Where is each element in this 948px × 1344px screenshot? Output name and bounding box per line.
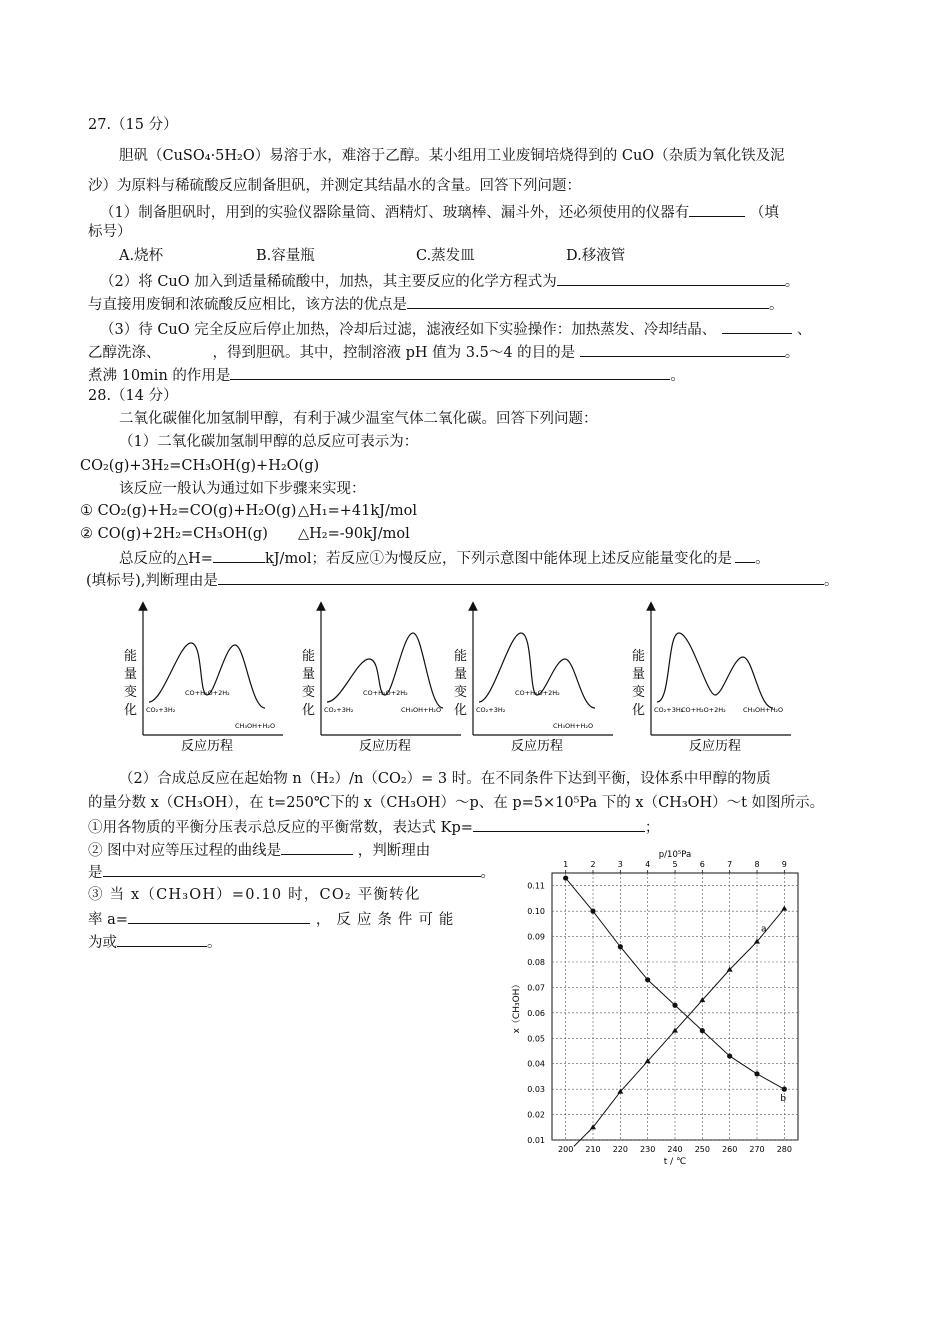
x-bottom-tick-label: 260 bbox=[722, 1145, 738, 1154]
equilibrium-chart bbox=[505, 848, 825, 1168]
series-a-line bbox=[574, 909, 787, 1147]
q27-part3-boil bbox=[88, 364, 685, 386]
y-axis-label-char: 化 bbox=[454, 703, 468, 718]
x-bottom-tick-label: 200 bbox=[558, 1145, 574, 1154]
x-top-tick-label: 1 bbox=[563, 860, 569, 869]
y-tick-label: 0.08 bbox=[527, 958, 545, 967]
series-b-point bbox=[590, 909, 595, 914]
x-bottom-tick-label: 270 bbox=[749, 1145, 765, 1154]
q27-part3-ph: ，得到胆矾。其中，控制溶液 pH 值为 3.5～4 的目的是 bbox=[212, 345, 576, 361]
option-c: C.蒸发皿 bbox=[416, 248, 475, 264]
q28-heading: 28.（14 分） bbox=[88, 388, 178, 404]
answer-blank-7[interactable] bbox=[213, 547, 265, 563]
q28-intro: 二氧化碳催化加氢制甲醇，有利于减少温室气体二氧化碳。回答下列问题： bbox=[119, 411, 598, 427]
q28-curve bbox=[88, 839, 430, 861]
y-axis-label-char: 化 bbox=[632, 703, 646, 718]
q27-part3-boil-text: 煮沸 10min 的作用是 bbox=[88, 368, 231, 384]
q27-part3-cont bbox=[88, 341, 799, 363]
y-axis-label-char: 能 bbox=[632, 649, 646, 664]
x-top-tick-label: 6 bbox=[699, 860, 705, 869]
y-tick-label: 0.04 bbox=[527, 1059, 545, 1069]
y-axis-label-char: 化 bbox=[302, 703, 316, 718]
answer-blank-13[interactable] bbox=[128, 908, 310, 924]
answer-blank-12[interactable] bbox=[103, 861, 481, 877]
x-axis-label: 反应历程 bbox=[689, 739, 742, 754]
period: 。 bbox=[769, 297, 784, 313]
x-bottom-tick-label: 250 bbox=[694, 1145, 710, 1154]
x-bottom-tick-label: 230 bbox=[640, 1145, 656, 1154]
answer-blank-4[interactable] bbox=[722, 318, 792, 334]
series-b-point bbox=[672, 1003, 677, 1008]
answer-blank-14[interactable] bbox=[117, 931, 207, 947]
y-axis-label-char: 量 bbox=[302, 667, 316, 682]
q27-part1 bbox=[100, 201, 779, 223]
energy-curve bbox=[149, 643, 265, 708]
x-top-tick-label: 2 bbox=[590, 860, 596, 869]
q28-reason bbox=[86, 569, 838, 591]
energy-diagram-3 bbox=[454, 606, 613, 754]
x-axis-label: 反应历程 bbox=[181, 739, 234, 754]
end-label: CH₃OH+H₂O bbox=[235, 722, 276, 730]
answer-blank-9[interactable] bbox=[218, 569, 824, 585]
q28-conversion: ③ 当 x（CH₃OH）=0.10 时，CO₂ 平衡转化 bbox=[88, 887, 421, 903]
kp-text: ①用各物质的平衡分压表示总反应的平衡常数，表达式 Kp= bbox=[88, 820, 473, 836]
x-top-tick-label: 5 bbox=[672, 860, 678, 869]
curve-text: ② 图中对应等压过程的曲线是 bbox=[88, 843, 282, 859]
x-top-tick-label: 3 bbox=[617, 860, 623, 869]
x-top-tick-label: 7 bbox=[727, 860, 733, 869]
q27-part2 bbox=[100, 270, 799, 292]
y-tick-label: 0.09 bbox=[527, 932, 545, 942]
y-tick-label: 0.01 bbox=[527, 1136, 545, 1145]
x-top-tick-label: 4 bbox=[645, 860, 651, 869]
intermediate-label: CO+H₂O+2H₂ bbox=[185, 689, 230, 697]
y-axis-label-char: 能 bbox=[302, 649, 316, 664]
q28-part2-line1: （2）合成总反应在起始物 n（H₂）/n（CO₂）= 3 时。在不同条件下达到平衡，设体系中甲醇的物质 bbox=[119, 771, 771, 787]
intermediate-label: CO+H₂O+2H₂ bbox=[515, 689, 560, 697]
y-tick-label: 0.02 bbox=[527, 1110, 545, 1120]
series-a-point bbox=[781, 906, 787, 911]
series-b-point bbox=[645, 977, 650, 982]
end-label: CH₃OH+H₂O bbox=[553, 722, 594, 730]
x-top-tick-label: 9 bbox=[781, 860, 787, 869]
y-axis-label-char: 变 bbox=[124, 685, 138, 700]
q27-part1-text: （1）制备胆矾时，用到的实验仪器除量筒、酒精灯、玻璃棒、漏斗外，还必须使用的仪器有 bbox=[100, 205, 690, 221]
y-tick-label: 0.11 bbox=[527, 881, 545, 891]
y-axis-label-char: 量 bbox=[454, 667, 468, 682]
y-tick-label: 0.07 bbox=[527, 983, 545, 993]
series-b-label: b bbox=[780, 1094, 787, 1105]
curve-reason: ，判断理由 bbox=[357, 843, 431, 859]
period: 。 bbox=[784, 274, 800, 290]
y-axis-label-char: 化 bbox=[124, 703, 138, 718]
x-axis-label: 反应历程 bbox=[511, 739, 564, 754]
y-axis-title: x（CH₃OH） bbox=[512, 979, 522, 1034]
y-axis-label-char: 量 bbox=[124, 667, 138, 682]
answer-blank-8[interactable] bbox=[735, 547, 755, 563]
top-axis-title: p/10⁵Pa bbox=[658, 850, 692, 860]
y-axis-label-char: 量 bbox=[632, 667, 646, 682]
q28-ask bbox=[119, 547, 770, 569]
q27-intro-line2: 沙）为原料与稀硫酸反应制备胆矾，并测定其结晶水的含量。回答下列问题： bbox=[88, 178, 581, 194]
y-tick-label: 0.10 bbox=[527, 907, 545, 917]
q28-conversion-rate bbox=[88, 908, 459, 930]
answer-blank-1[interactable] bbox=[689, 201, 745, 217]
q27-part2-advantage: 与直接用废铜和浓硫酸反应相比，该方法的优点是 bbox=[88, 297, 407, 313]
y-axis-label-char: 能 bbox=[454, 649, 468, 664]
start-label: CO₂+3H₂ bbox=[476, 706, 506, 714]
intermediate-label: CO+H₂O+2H₂ bbox=[363, 689, 408, 697]
q28-reason-text: (填标号),判断理由是 bbox=[86, 573, 218, 589]
q28-kp bbox=[88, 816, 659, 838]
period: 。 bbox=[480, 865, 495, 881]
series-b-point bbox=[563, 875, 568, 880]
answer-blank-2[interactable] bbox=[557, 270, 785, 286]
dh-label: 总反应的△H= bbox=[119, 551, 213, 567]
y-axis-label-char: 变 bbox=[632, 685, 646, 700]
step2-equation: ② CO(g)+2H₂=CH₃OH(g) bbox=[80, 526, 268, 542]
steps-text: 该反应一般认为通过如下步骤来实现： bbox=[119, 481, 366, 497]
x-bottom-tick-label: 220 bbox=[612, 1145, 628, 1154]
q28-part2-line2: 的量分数 x（CH₃OH），在 t=250℃下的 x（CH₃OH）～p、在 p=5×10⁵Pa 下的 x（CH₃OH）～t 如图所示。 bbox=[88, 795, 825, 811]
end-label: CH₃OH+H₂O bbox=[743, 706, 784, 714]
q27-part1-tail: （填 bbox=[749, 205, 779, 221]
y-tick-label: 0.05 bbox=[527, 1034, 545, 1044]
x-axis-label: 反应历程 bbox=[359, 739, 412, 754]
step2-enthalpy: △H₂=-90kJ/mol bbox=[298, 526, 410, 542]
energy-diagrams bbox=[0, 600, 948, 760]
q27-part1-cont: 标号） bbox=[88, 224, 132, 240]
q27-part3-wash: 乙醇洗涤、 bbox=[88, 345, 161, 361]
q28-conditions bbox=[88, 931, 222, 953]
series-a-label: a bbox=[761, 924, 767, 935]
energy-diagram-1 bbox=[124, 606, 283, 754]
answer-blank-10[interactable] bbox=[473, 816, 645, 832]
start-label: CO₂+3H₂ bbox=[146, 706, 176, 714]
q27-part2-cont bbox=[88, 293, 784, 315]
q27-part3 bbox=[100, 318, 811, 340]
q27-intro-line1: 胆矾（CuSO₄·5H₂O）易溶于水，难溶于乙醇。某小组用工业废铜培烧得到的 CuO（杂质为氧化铁及泥 bbox=[119, 148, 785, 164]
series-b-point bbox=[727, 1053, 732, 1058]
step1-enthalpy: △H₁=+41kJ/mol bbox=[298, 503, 417, 519]
x-bottom-tick-label: 280 bbox=[776, 1145, 792, 1154]
energy-diagram-2 bbox=[302, 606, 461, 754]
q27-heading: 27.（15 分） bbox=[88, 117, 178, 133]
kp-end: ； bbox=[644, 820, 660, 836]
option-d: D.移液管 bbox=[566, 248, 626, 264]
comma: 、 bbox=[796, 322, 812, 338]
y-axis-label-char: 变 bbox=[302, 685, 316, 700]
y-axis-label-char: 变 bbox=[454, 685, 468, 700]
q28-ask-text: kJ/mol；若反应①为慢反应，下列示意图中能体现上述反应能量变化的是 bbox=[264, 551, 733, 567]
answer-blank-6[interactable] bbox=[230, 364, 670, 380]
start-label: CO₂+3H₂ bbox=[654, 706, 684, 714]
series-b-point bbox=[700, 1028, 705, 1033]
start-label: CO₂+3H₂ bbox=[324, 706, 354, 714]
y-tick-label: 0.03 bbox=[527, 1085, 545, 1095]
x-bottom-tick-label: 210 bbox=[585, 1145, 601, 1154]
q27-part3-text: （3）待 CuO 完全反应后停止加热，冷却后过滤，滤液经如下实验操作：加热蒸发、冷却结晶、 bbox=[100, 322, 717, 338]
intermediate-label: CO+H₂O+2H₂ bbox=[681, 706, 726, 714]
series-b-point bbox=[618, 944, 623, 949]
option-a: A.烧杯 bbox=[119, 248, 164, 264]
option-b: B.容量瓶 bbox=[256, 248, 315, 264]
period: 。 bbox=[670, 368, 685, 384]
end-label: CH₃OH+H₂O bbox=[401, 706, 442, 714]
y-tick-label: 0.06 bbox=[527, 1008, 545, 1018]
answer-blank-3[interactable] bbox=[407, 293, 769, 309]
q28-curve-cont bbox=[88, 861, 495, 883]
conditions-text: ，反应条件可能 bbox=[315, 912, 460, 928]
x-top-tick-label: 8 bbox=[754, 860, 760, 869]
answer-blank-11[interactable] bbox=[281, 839, 353, 855]
period: 。 bbox=[823, 573, 839, 589]
series-b-point bbox=[754, 1071, 759, 1076]
answer-blank-5[interactable] bbox=[580, 341, 785, 357]
conditions-or: 为或 bbox=[88, 935, 117, 951]
energy-diagram-4 bbox=[632, 606, 791, 754]
period: 。 bbox=[207, 935, 222, 951]
series-b-point bbox=[782, 1087, 787, 1092]
total-equation: CO₂(g)+3H₂=CH₃OH(g)+H₂O(g) bbox=[80, 458, 320, 474]
energy-curve bbox=[657, 633, 773, 708]
period: 。 bbox=[755, 551, 770, 567]
period: 。 bbox=[784, 345, 800, 361]
q28-part1: （1）二氧化碳加氢制甲醇的总反应可表示为： bbox=[119, 434, 419, 450]
y-axis-label-char: 能 bbox=[124, 649, 138, 664]
q27-part2-text: （2）将 CuO 加入到适量稀硫酸中，加热，其主要反应的化学方程式为 bbox=[100, 274, 557, 290]
rate-text: 率 a= bbox=[88, 912, 128, 928]
curve-cont-text: 是 bbox=[88, 865, 103, 881]
x-axis-title: t / ℃ bbox=[663, 1157, 687, 1167]
x-bottom-tick-label: 240 bbox=[667, 1145, 683, 1154]
step1-equation: ① CO₂(g)+H₂=CO(g)+H₂O(g) bbox=[80, 503, 297, 519]
